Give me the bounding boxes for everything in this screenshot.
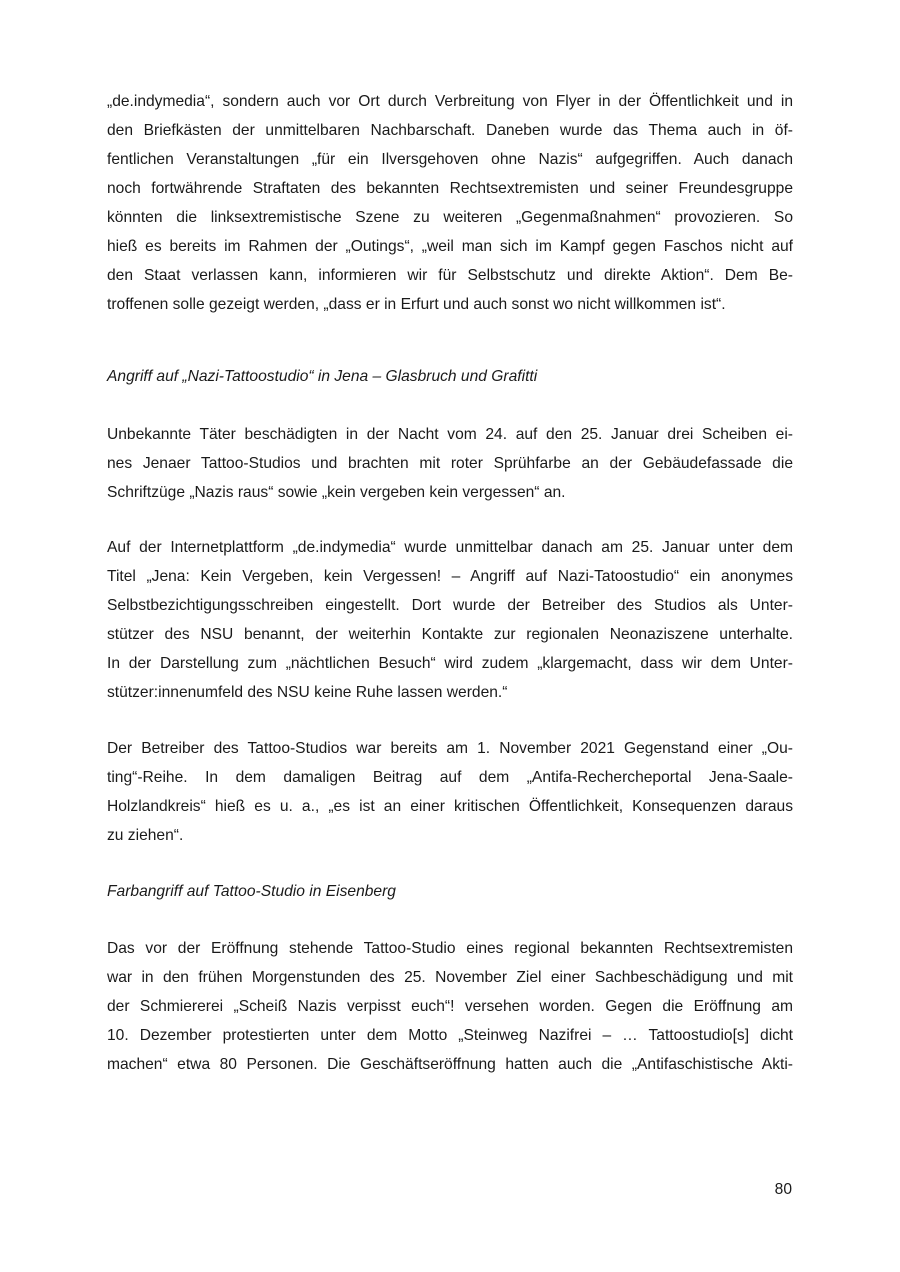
text-line: den Staat verlassen kann, informieren wir für Selbstschutz und direkte Aktion“. Dem Be- — [107, 267, 793, 284]
section-heading-eisenberg — [107, 877, 793, 906]
text-line: Auf der Internetplattform „de.indymedia“ wurde unmittelbar danach am 25. Januar unter dem — [107, 539, 793, 556]
text-line: Schriftzüge „Nazis raus“ sowie „kein vergeben kein vergessen“ an. — [107, 484, 566, 501]
text-line: „de.indymedia“, sondern auch vor Ort durch Verbreitung von Flyer in der Öffentlichkeit und in — [107, 93, 793, 110]
heading-text: Farbangriff auf Tattoo-Studio in Eisenberg — [107, 883, 396, 900]
paragraph-3 — [107, 533, 793, 707]
text-line: Selbstbezichtigungsschreiben eingestellt. Dort wurde der Betreiber des Studios als Unter- — [107, 597, 793, 614]
section-heading-jena — [107, 362, 793, 391]
text-line: nes Jenaer Tattoo-Studios und brachten mit roter Sprühfarbe an der Gebäudefassade die — [107, 455, 793, 472]
page-number: 80 — [774, 1181, 792, 1198]
text-line: 10. Dezember protestierten unter dem Motto „Steinweg Nazifrei – … Tattoostudio[s] dicht — [107, 1027, 793, 1044]
text-line: Das vor der Eröffnung stehende Tattoo-Studio eines regional bekannten Rechtsextremisten — [107, 940, 793, 957]
text-line: ting“-Reihe. In dem damaligen Beitrag auf dem „Antifa-Rechercheportal Jena-Saale- — [107, 769, 793, 786]
text-line: stützer des NSU benannt, der weiterhin Kontakte zur regionalen Neonaziszene unterhalte. — [107, 626, 793, 643]
text-line: fentlichen Veranstaltungen „für ein Ilversgehoven ohne Nazis“ aufgegriffen. Auch danach — [107, 151, 793, 168]
text-line: machen“ etwa 80 Personen. Die Geschäftseröffnung hatten auch die „Antifaschistische Akti- — [107, 1056, 793, 1073]
paragraph-1 — [107, 87, 793, 319]
text-line: Der Betreiber des Tattoo-Studios war bereits am 1. November 2021 Gegenstand einer „Ou- — [107, 740, 793, 757]
text-line: könnten die linksextremistische Szene zu weiteren „Gegenmaßnahmen“ provozieren. So — [107, 209, 793, 226]
text-line: war in den frühen Morgenstunden des 25. November Ziel einer Sachbeschädigung und mit — [107, 969, 793, 986]
text-line: noch fortwährende Straftaten des bekannten Rechtsextremisten und seiner Freundesgruppe — [107, 180, 793, 197]
text-line: Titel „Jena: Kein Vergeben, kein Vergessen! – Angriff auf Nazi-Tatoostudio“ ein anonymes — [107, 568, 793, 585]
text-line: den Briefkästen der unmittelbaren Nachbarschaft. Daneben wurde das Thema auch in öf- — [107, 122, 793, 139]
text-line: hieß es bereits im Rahmen der „Outings“, „weil man sich im Kampf gegen Faschos nicht auf — [107, 238, 793, 255]
heading-text: Angriff auf „Nazi-Tattoostudio“ in Jena – Glasbruch und Grafitti — [107, 368, 538, 385]
text-line: stützer:innenumfeld des NSU keine Ruhe lassen werden.“ — [107, 684, 508, 701]
text-line: Holzlandkreis“ hieß es u. a., „es ist an einer kritischen Öffentlichkeit, Konsequenzen daraus — [107, 798, 793, 815]
text-line: troffenen solle gezeigt werden, „dass er in Erfurt und auch sonst wo nicht willkommen ist“. — [107, 296, 726, 313]
paragraph-4 — [107, 734, 793, 850]
paragraph-5 — [107, 934, 793, 1079]
text-line: In der Darstellung zum „nächtlichen Besuch“ wird zudem „klargemacht, dass wir dem Unter- — [107, 655, 793, 672]
text-line: der Schmiererei „Scheiß Nazis verpisst euch“! versehen worden. Gegen die Eröffnung am — [107, 998, 793, 1015]
text-line: Unbekannte Täter beschädigten in der Nacht vom 24. auf den 25. Januar drei Scheiben ei- — [107, 426, 793, 443]
text-line: zu ziehen“. — [107, 827, 184, 844]
paragraph-2 — [107, 420, 793, 507]
